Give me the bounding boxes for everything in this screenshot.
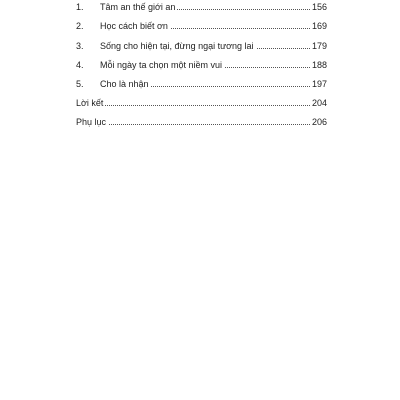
toc-entry-number: 5. [76, 79, 84, 89]
toc-entry-5[interactable] [0, 77, 400, 91]
toc-entry-page: 204 [311, 98, 327, 108]
toc-entry-afterword[interactable] [0, 96, 400, 110]
toc-entry-page: 169 [311, 21, 327, 31]
toc-entry-title: Phụ lục [76, 117, 107, 127]
toc-entry-number: 4. [76, 60, 84, 70]
toc-entry-title: Sống cho hiện tại, đừng ngại tương lai [100, 41, 254, 51]
dot-leader [76, 124, 314, 125]
toc-entry-1[interactable] [0, 0, 400, 14]
toc-entry-page: 179 [311, 41, 327, 51]
toc-entry-number: 3. [76, 41, 84, 51]
dot-leader [76, 105, 314, 106]
toc-entry-4[interactable] [0, 58, 400, 72]
toc-entry-page: 156 [311, 2, 327, 12]
toc-entry-number: 2. [76, 21, 84, 31]
toc-entry-title: Mỗi ngày ta chọn một niềm vui [100, 60, 223, 70]
toc-entry-title: Tâm an thế giới an [100, 2, 176, 12]
toc-entry-page: 206 [311, 117, 327, 127]
toc-entry-appendix[interactable] [0, 115, 400, 129]
toc-entry-page: 197 [311, 79, 327, 89]
toc-entry-title: Lời kết [76, 98, 104, 108]
toc-entry-2[interactable] [0, 19, 400, 33]
toc-entry-title: Học cách biết ơn [100, 21, 168, 31]
toc-entry-page: 188 [311, 60, 327, 70]
toc-entry-3[interactable] [0, 39, 400, 53]
toc-entry-title: Cho là nhận [100, 79, 149, 89]
toc-entry-number: 1. [76, 2, 84, 12]
